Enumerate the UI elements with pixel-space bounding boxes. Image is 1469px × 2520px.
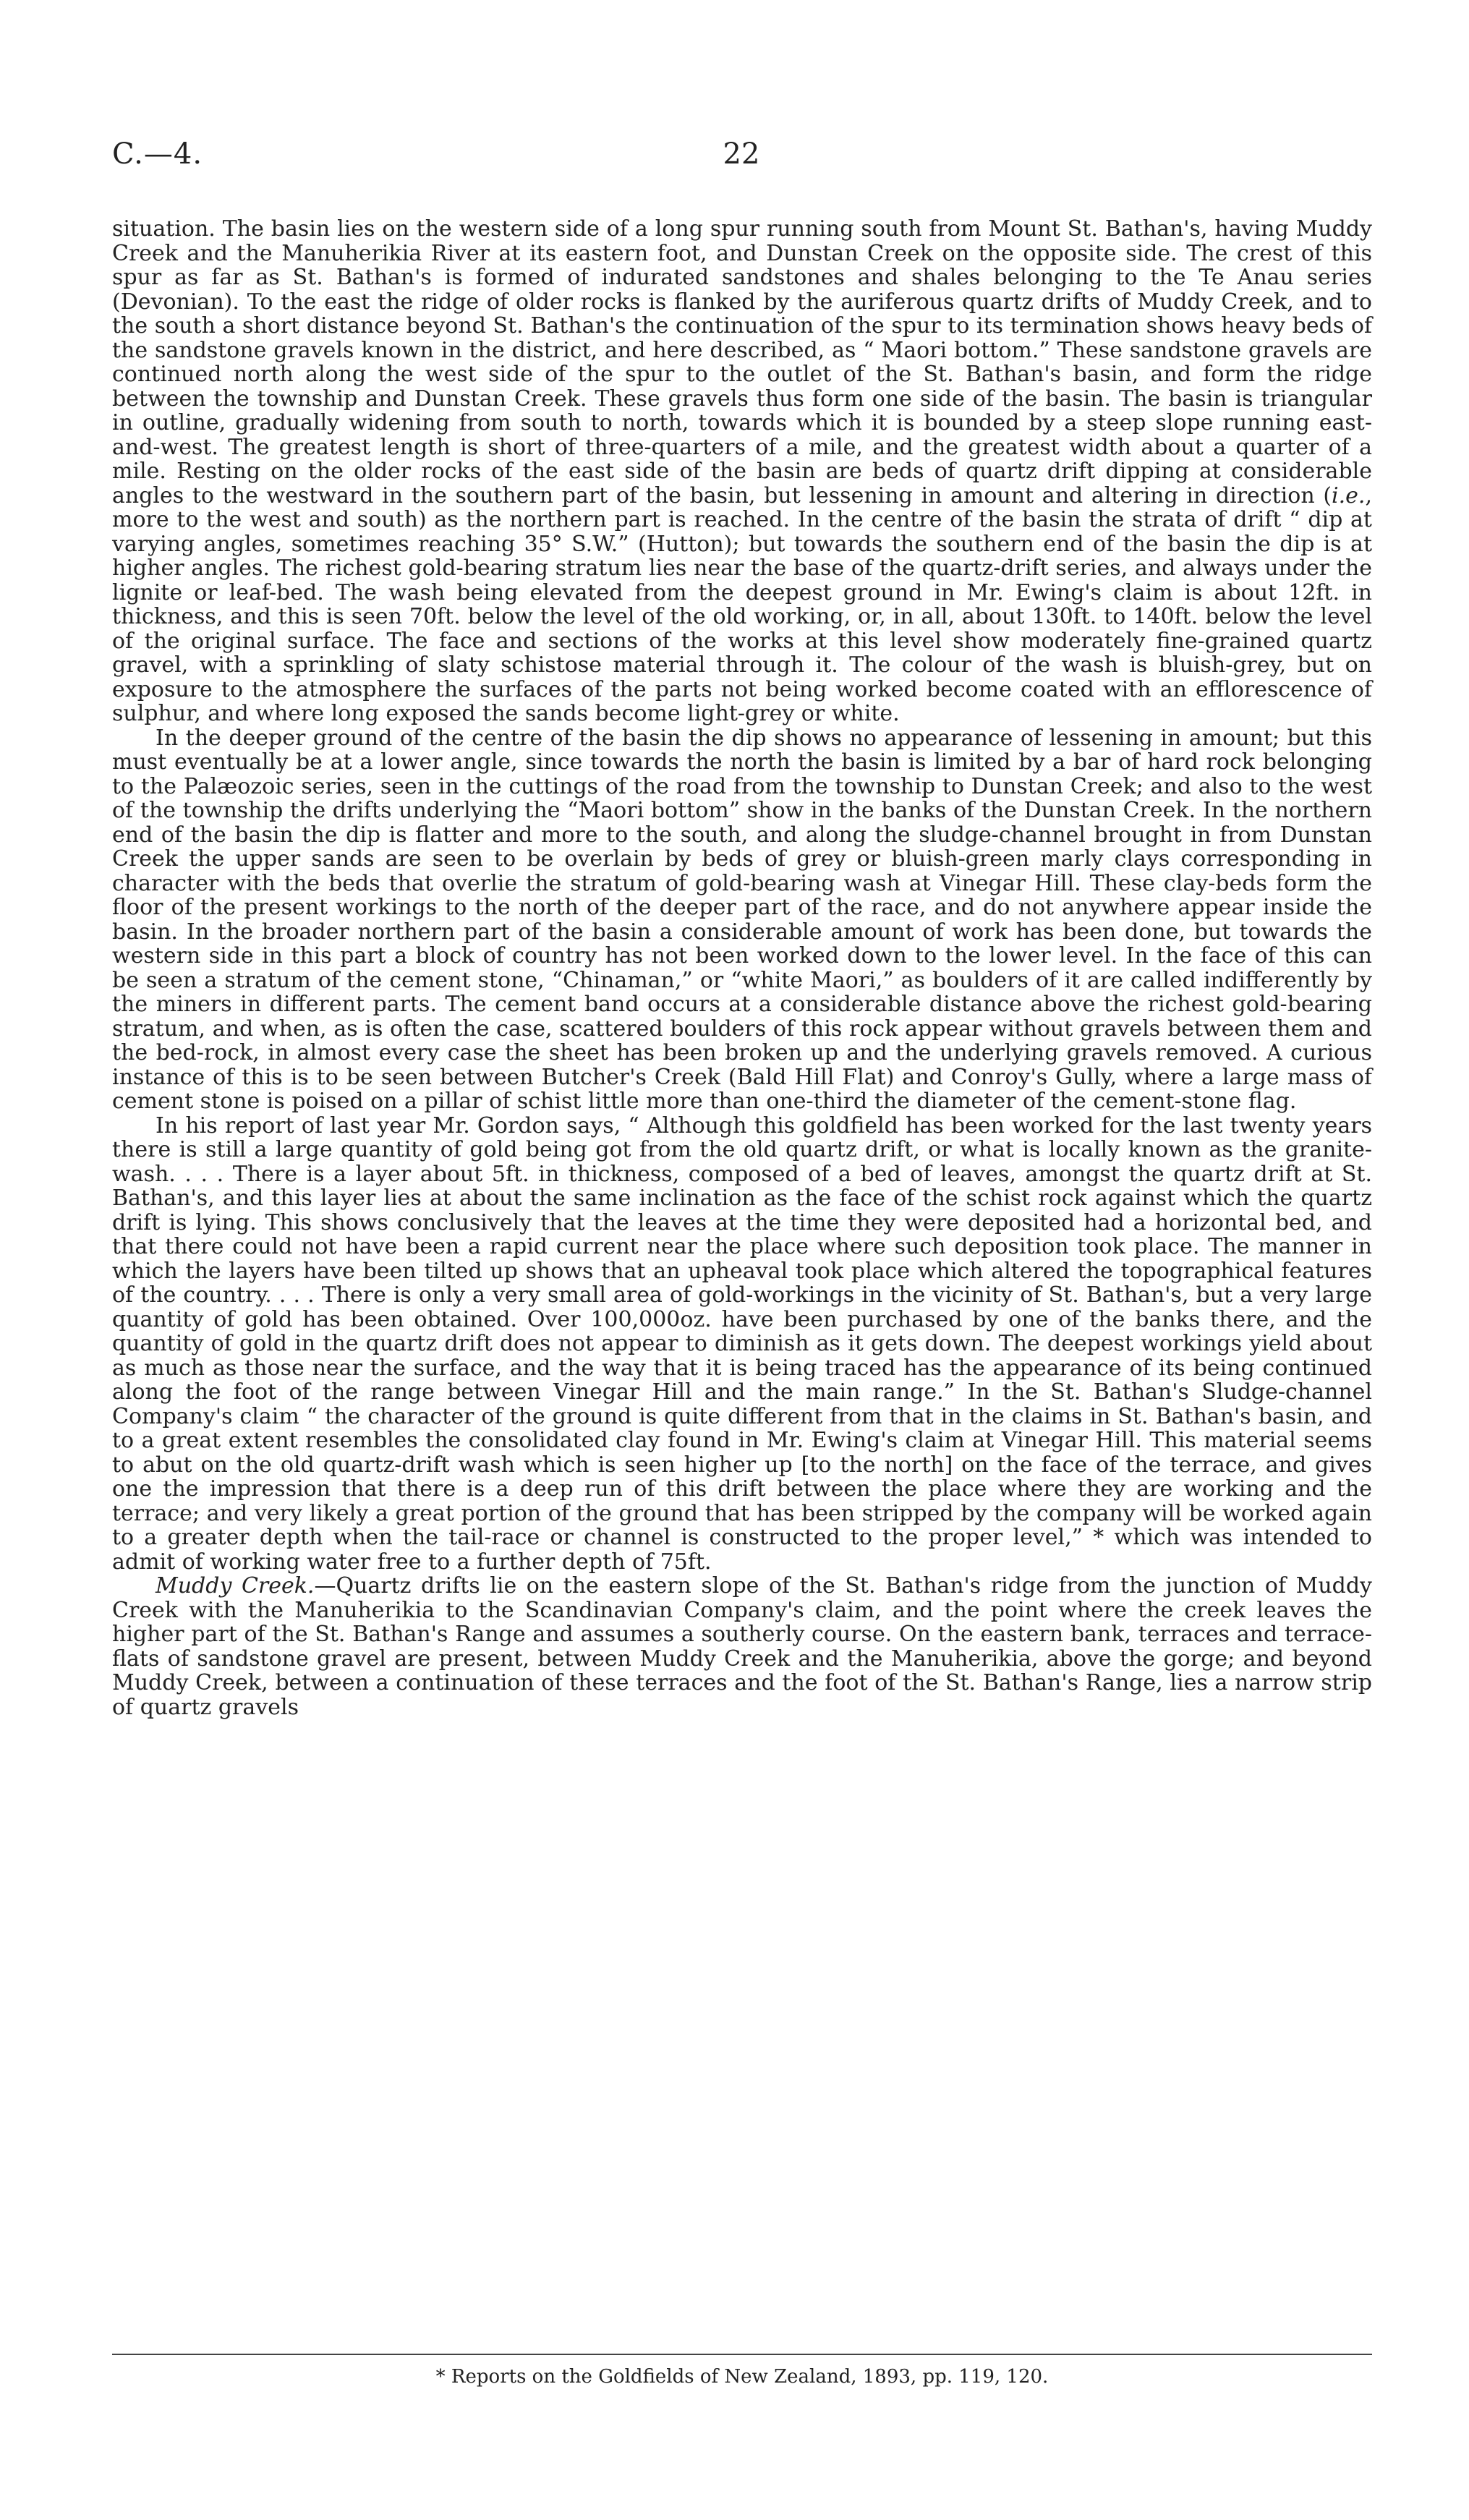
- footnote-divider: [112, 2354, 1372, 2355]
- page-header: [112, 137, 1371, 181]
- paragraph-basin-description: [112, 217, 1372, 726]
- footnote: * Reports on the Goldfields of New Zealand, 1893, pp. 119, 120.: [435, 2366, 1049, 2388]
- page-number: 22: [723, 137, 760, 171]
- body-text: [112, 217, 1372, 1719]
- paragraph-deeper-ground: In the deeper ground of the centre of the basin the dip shows no appearance of lessening in amount; but this must eventually be at a lower angle, since towards the north the basin is limited by a bar of hard rock belonging to the Palæozoic series, seen in the cuttings of the road from the township to Dunstan Creek; and also to the west of the township the drifts underlying the “Maori bottom” show in the banks of the Dunstan Creek. In the northern end of the basin the dip is flatter and more to the south, and along the sludge-channel brought in from Dunstan Creek the upper sands are seen to be overlain by beds of grey or bluish-green marly clays corresponding in character with the beds that overlie the stratum of gold-bearing wash at Vinegar Hill. These clay-beds form the floor of the present workings to the north of the deeper part of the race, and do not anywhere appear inside the basin. In the broader northern part of the basin a considerable amount of work has been done, but towards the western side in this part a block of country has not been worked down to the lower level. In the face of this can be seen a stratum of the cement stone, “Chinaman,” or “white Maori,” as boulders of it are called indifferently by the miners in different parts. The cement band occurs at a considerable distance above the richest gold-bearing stratum, and when, as is often the case, scattered boulders of this rock appear without gravels between them and the bed-rock, in almost every case the sheet has been broken up and the underlying gravels removed. A curious instance of this is to be seen between Butcher's Creek (Bald Hill Flat) and Conroy's Gully, where a large mass of cement stone is poised on a pillar of schist little more than one-third the diameter of the cement-stone flag.: [112, 725, 1372, 1114]
- paragraph-gordon-report: In his report of last year Mr. Gordon says, “ Although this goldfield has been worked for the last twenty years there is still a large quantity of gold being got from the old quartz drift, or what is locally known as the granite-wash. . . . There is a layer about 5ft. in thickness, composed of a bed of leaves, amongst the quartz drift at St. Bathan's, and this layer lies at about the same inclination as the face of the schist rock against which the quartz drift is lying. This shows conclusively that the leaves at the time they were deposited had a horizontal bed, and that there could not have been a rapid current near the place where such deposition took place. The manner in which the layers have been tilted up shows that an upheaval took place which altered the topographical features of the country. . . . There is only a very small area of gold-workings in the vicinity of St. Bathan's, but a very large quantity of gold has been obtained. Over 100,000oz. have been purchased by one of the banks there, and the quantity of gold in the quartz drift does not appear to diminish as it gets down. The deepest workings yield about as much as those near the surface, and the way that it is being traced has the appearance of its being continued along the foot of the range between Vinegar Hill and the main range.” In the St. Bathan's Sludge-channel Company's claim “ the character of the ground is quite different from that in the claims in St. Bathan's basin, and to a great extent resembles the consolidated clay found in Mr. Ewing's claim at Vinegar Hill. This material seems to abut on the old quartz-drift wash which is seen higher up [to the north] on the face of the terrace, and gives one the impression that there is a deep run of this drift between the place where they are working and the terrace; and very likely a great portion of the ground that has been stripped by the company will be worked again to a greater depth when the tail-race or channel is constructed to the proper level,” * which was intended to admit of working water free to a further depth of 75ft.: [112, 1112, 1372, 1575]
- document-code: C.—4.: [112, 137, 203, 171]
- paragraph-text: situation. The basin lies on the western side of a long spur running south from Mount St. Bathan's, having Muddy Creek and the Manuherikia River at its eastern foot, and Dunstan Creek on the opposite side. The crest of this spur as far as St. Bathan's is formed of indurated sandstones and shales belonging to the Te Anau series (Devonian). To the east the ridge of older rocks is flanked by the auriferous quartz drifts of Muddy Creek, and to the south a short distance beyond St. Bathan's the continuation of the spur to its termination shows heavy beds of the sandstone gravels known in the district, and here described, as “ Maori bottom.” These sandstone gravels are continued north along the west side of the spur to the outlet of the St. Bathan's basin, and form the ridge between the township and Dunstan Creek. These gravels thus form one side of the basin. The basin is triangular in outline, gradually widening from south to north, towards which it is bounded by a steep slope running east-and-west. The greatest length is short of three-quarters of a mile, and the greatest width about a quarter of a mile. Resting on the older rocks of the east side of the basin are beds of quartz drift dipping at considerable angles to the westward in the southern part of the basin, but lessening in amount and altering in direction (: [112, 216, 1372, 508]
- section-heading-muddy-creek: Muddy Creek.: [156, 1573, 315, 1599]
- paragraph-text-continued: , more to the west and south) as the northern part is reached. In the centre of the basin the strata of drift “ dip at varying angles, sometimes reaching 35° S.W.” (Hutton); but towards the southern end of the basin the dip is at higher angles. The richest gold-bearing stratum lies near the base of the quartz-drift series, and always under the lignite or leaf-bed. The wash being elevated from the deepest ground in Mr. Ewing's claim is about 12ft. in thickness, and this is seen 70ft. below the level of the old working, or, in all, about 130ft. to 140ft. below the level of the original surface. The face and sections of the works at this level show moderately fine-grained quartz gravel, with a sprinkling of slaty schistose material through it. The colour of the wash is bluish-grey, but on exposure to the atmosphere the surfaces of the parts not being worked become coated with an efflorescence of sulphur, and where long exposed the sands become light-grey or white.: [112, 482, 1372, 726]
- paragraph-muddy-creek: [112, 1574, 1372, 1719]
- abbreviation-ie: i.e.: [1332, 482, 1366, 508]
- paragraph-text-continued: —Quartz drifts lie on the eastern slope of the St. Bathan's ridge from the junction of Muddy Creek with the Manuherikia to the Scandinavian Company's claim, and the point where the creek leaves the higher part of the St. Bathan's Range and assumes a southerly course. On the eastern bank, terraces and terrace-flats of sandstone gravel are present, between Muddy Creek and the Manuherikia, above the gorge; and beyond Muddy Creek, between a continuation of these terraces and the foot of the St. Bathan's Range, lies a narrow strip of quartz gravels: [112, 1573, 1372, 1720]
